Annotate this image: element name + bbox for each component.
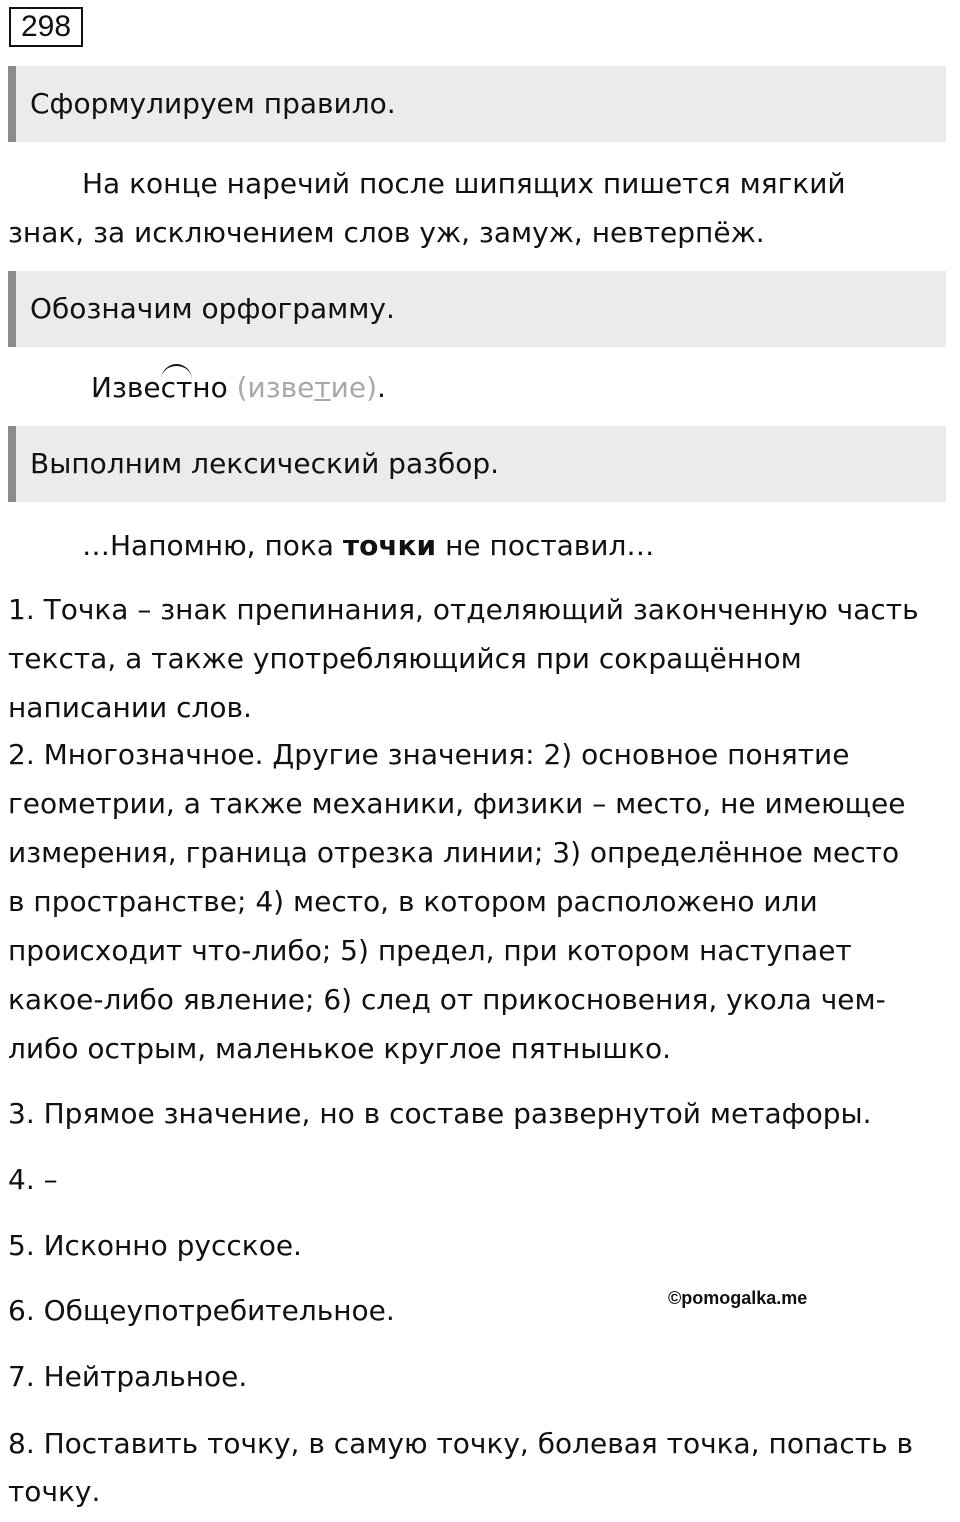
section-heading-orthogram — [8, 271, 946, 347]
section-heading-text: Сформулируем правило. — [30, 87, 396, 120]
analysis-item-line: 4. – — [8, 1163, 58, 1196]
analysis-item-line: 8. Поставить точку, в самую точку, болевая точка, попасть в — [8, 1427, 914, 1460]
analysis-item-line: 5. Исконно русское. — [8, 1229, 302, 1262]
example-word-part: Изве — [91, 371, 161, 404]
analysis-item-line: измерения, граница отрезка линии; 3) определённое место — [8, 836, 900, 869]
rule-text-line: знак, за исключением слов уж, замуж, невтерпёж. — [8, 216, 765, 249]
analysis-item-line: происходит что-либо; 5) предел, при котором наступает — [8, 934, 852, 967]
example-word-arc-part: ст — [160, 371, 193, 404]
rule-text-line: На конце наречий после шипящих пишется мягкий — [82, 167, 846, 200]
check-word-part: (изве — [227, 371, 315, 404]
section-heading-lexical — [8, 426, 946, 502]
quote-bold-word: точки — [342, 529, 437, 562]
analysis-item-line: какое-либо явление; 6) след от прикосновения, укола чем- — [8, 983, 886, 1016]
quote-text: не поставил… — [436, 529, 655, 562]
analysis-item-line: написании слов. — [8, 691, 252, 724]
analysis-item-line: текста, а также употребляющийся при сокращённом — [8, 642, 802, 675]
orthogram-example — [91, 370, 386, 406]
example-word-part: но — [192, 371, 228, 404]
quote-text: …Напомню, пока — [82, 529, 343, 562]
analysis-item-line: 7. Нейтральное. — [8, 1360, 248, 1393]
section-heading-rule — [8, 66, 946, 142]
exercise-number: 298 — [9, 7, 83, 47]
check-word-underlined-letter: т — [314, 371, 331, 404]
check-word-part: ие) — [330, 371, 378, 404]
quote-line — [82, 528, 654, 564]
analysis-item-line: 2. Многозначное. Другие значения: 2) основное понятие — [8, 738, 850, 771]
analysis-item-line: 6. Общеупотребительное. — [8, 1294, 395, 1327]
watermark-text: ©pomogalka.me — [668, 1288, 808, 1308]
orthogram-arc-mark — [161, 370, 193, 406]
analysis-item-line: точку. — [8, 1475, 101, 1508]
analysis-item-line: 3. Прямое значение, но в составе развернутой метафоры. — [8, 1097, 872, 1130]
section-heading-text: Выполним лексический разбор. — [30, 447, 500, 480]
example-period: . — [377, 371, 386, 404]
analysis-item-line: геометрии, а также механики, физики – место, не имеющее — [8, 787, 906, 820]
section-heading-text: Обозначим орфограмму. — [30, 292, 395, 325]
analysis-item-line: в пространстве; 4) место, в котором расположено или — [8, 885, 818, 918]
analysis-item-line: 1. Точка – знак препинания, отделяющий законченную часть — [8, 593, 919, 626]
analysis-item-line: либо острым, маленькое круглое пятнышко. — [8, 1032, 671, 1065]
